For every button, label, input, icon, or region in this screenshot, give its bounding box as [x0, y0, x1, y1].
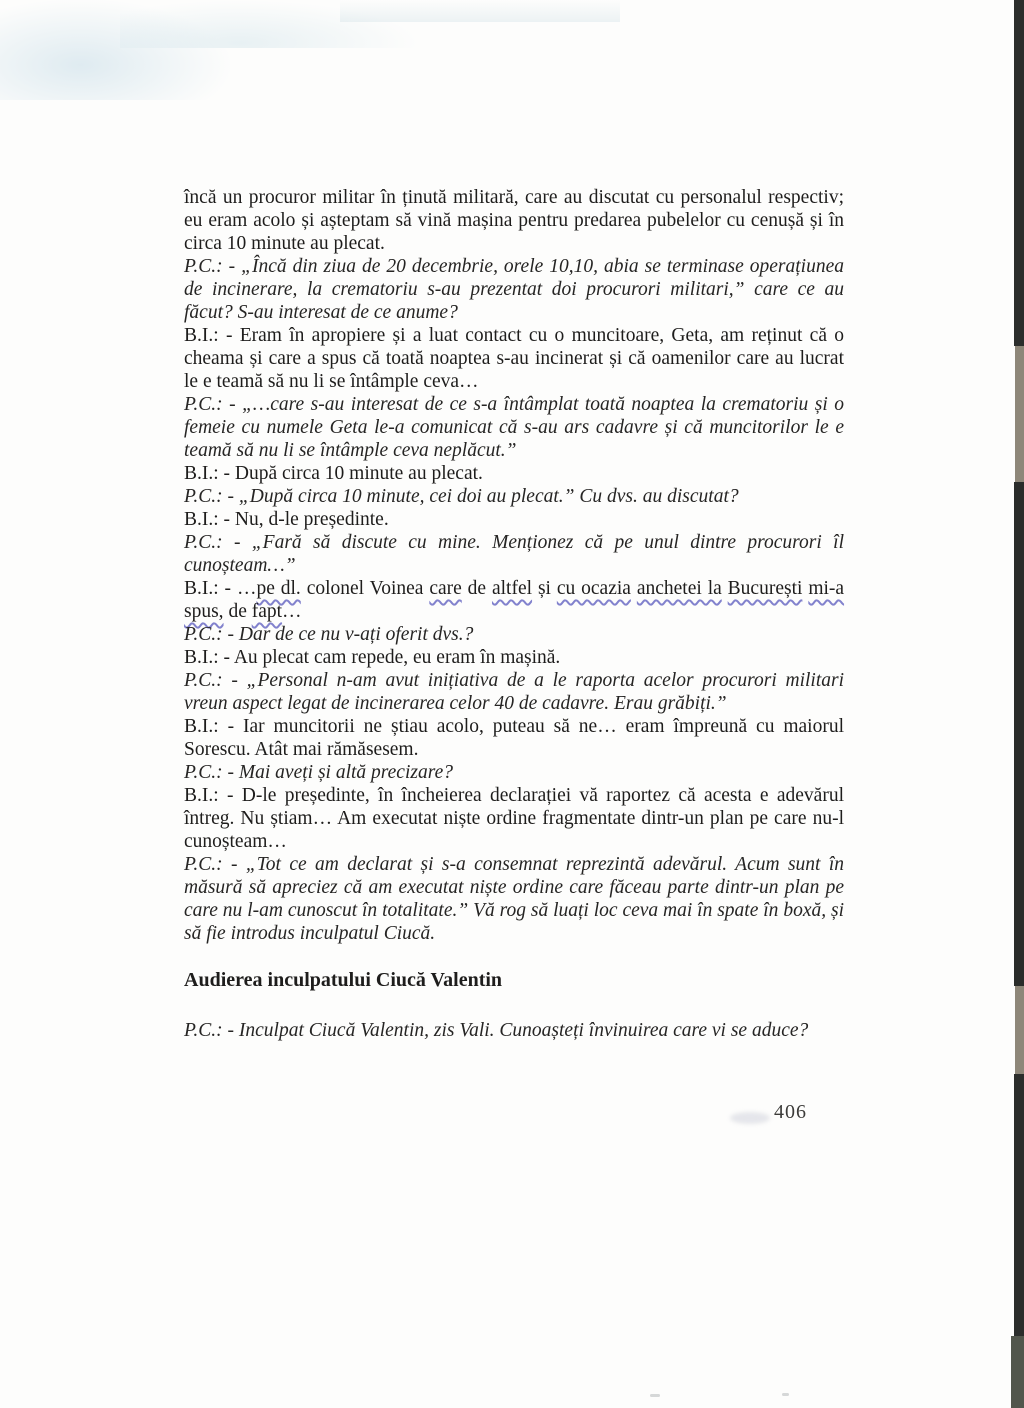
text-segment: …: [282, 601, 302, 622]
text-segment: P.C.: - Mai aveți și altă precizare?: [184, 762, 453, 783]
pen-underline-mark: mi-a spus,: [184, 578, 845, 622]
text-segment: P.C.: - Inculpat Ciucă Valentin, zis Vali. Cunoașteți învinuirea care vi se aduce?: [184, 1020, 809, 1041]
text-segment: Audierea inculpatului Ciucă Valentin: [184, 969, 503, 991]
transcript-paragraph: [184, 324, 844, 393]
scan-edge-segment: [1014, 0, 1024, 346]
transcript-paragraph: [184, 646, 844, 669]
transcript-paragraph: [184, 186, 844, 255]
transcript-paragraph: [184, 393, 844, 462]
pen-underline-mark: anchetei la: [636, 578, 722, 599]
pen-underline-mark: care: [429, 578, 462, 599]
transcript-paragraph: [184, 761, 844, 784]
text-segment: B.I.: - După circa 10 minute au plecat.: [184, 463, 483, 484]
text-segment: B.I.: - Au plecat cam repede, eu eram în mașină.: [184, 647, 561, 668]
text-segment: și: [532, 578, 557, 599]
text-segment: de: [223, 601, 252, 622]
transcript-paragraph: [184, 715, 844, 761]
transcript-paragraph: [184, 623, 844, 646]
text-segment: B.I.: - Iar muncitorii ne știau acolo, puteau să ne… eram împreună cu maiorul Sorescu. Atât mai rămăsesem.: [184, 716, 844, 760]
text-segment: P.C.: - Dar de ce nu v-ați oferit dvs.?: [184, 624, 474, 645]
page-number: 406: [774, 1101, 807, 1123]
transcript-paragraph: [184, 255, 844, 324]
scan-edge-segment: [1014, 482, 1024, 986]
text-segment: P.C.: - „Fară să discute cu mine. Menționez că pe unul dintre procurori îl cunoșteam…”: [184, 532, 844, 576]
pen-underline-mark: altfel: [491, 578, 533, 599]
scan-speck: [782, 1393, 789, 1396]
transcript-paragraph: [184, 1019, 844, 1042]
transcript-paragraph: [184, 485, 844, 508]
text-segment: B.I.: - D-le președinte, în încheierea declarației vă raportez că acesta e adevărul întreg. Nu știam… Am executat niște ordine fragmentate dintr-un plan pe care nu-l cunoșteam…: [184, 785, 844, 852]
scan-edge-segment: [1015, 986, 1024, 1074]
scan-smudge: [730, 1112, 770, 1124]
text-segment: P.C.: - „Tot ce am declarat și s-a consemnat reprezintă adevărul. Acum sunt în măsură să apreciez că am executat niște ordine care făceau parte dintr-un plan pe care nu l-am cunoscut în totalitate.” Vă rog să luați loc ceva mai în spate în boxă, și să fie introdus inculpatul Ciucă.: [184, 854, 844, 944]
scan-stain: [120, 0, 420, 48]
text-segment: încă un procuror militar în ținută militară, care au discutat cu personalul respectiv; eu eram acolo și așteptam să vină mașina pentru predarea pubelelor cu cenușă și în circa 10 minute au plecat.: [184, 187, 844, 254]
transcript-paragraph: [184, 577, 844, 623]
transcript-paragraph: [184, 462, 844, 485]
pen-underline-mark: fapt: [251, 601, 283, 622]
transcript-body: [184, 186, 844, 1042]
scan-stain: [0, 0, 230, 100]
transcript-paragraph: [184, 669, 844, 715]
section-heading: [184, 969, 844, 992]
scan-speck: [650, 1394, 660, 1397]
text-segment: colonel Voinea: [300, 578, 430, 599]
scan-edge-segment: [1011, 1336, 1024, 1408]
text-segment: P.C.: - „După circa 10 minute, cei doi au plecat.” Cu dvs. au discutat?: [184, 486, 739, 507]
scan-edge-segment: [1014, 1074, 1024, 1336]
text-segment: B.I.: - …: [184, 578, 257, 599]
text-segment: P.C.: - „Personal n-am avut inițiativa de a le raporta acelor procurori militari vreun aspect legat de incinerarea celor 40 de cadavre. Erau grăbiți.”: [184, 670, 844, 714]
scan-stain: [340, 0, 620, 22]
text-segment: de: [461, 578, 492, 599]
pen-underline-mark: București: [727, 578, 803, 599]
text-segment: P.C.: - „…care s-au interesat de ce s-a întâmplat toată noaptea la crematoriu și o femeie cu numele Geta le-a comunicat că s-au ars cadavre și că muncitorilor le e teamă să nu li se întâmple ceva neplăcut.”: [184, 394, 844, 461]
scan-edge-segment: [1015, 346, 1024, 482]
transcript-paragraph: [184, 531, 844, 577]
pen-underline-mark: pe dl.: [256, 578, 301, 599]
text-segment: P.C.: - „Încă din ziua de 20 decembrie, orele 10,10, abia se terminase operațiunea de incinerare, la crematoriu s-au prezentat doi procurori militari,” care ce au făcut? S-au interesat de ce anume?: [184, 256, 844, 323]
text-segment: B.I.: - Nu, d-le președinte.: [184, 509, 389, 530]
pen-underline-mark: cu ocazia: [556, 578, 631, 599]
transcript-paragraph: [184, 853, 844, 945]
transcript-paragraph: [184, 508, 844, 531]
transcript-paragraph: [184, 784, 844, 853]
text-segment: B.I.: - Eram în apropiere și a luat contact cu o muncitoare, Geta, am reținut că o cheama și care a spus că toată noaptea s-au incinerat și că oamenilor care au lucrat le e teamă să nu li se întâmple ceva…: [184, 325, 844, 392]
